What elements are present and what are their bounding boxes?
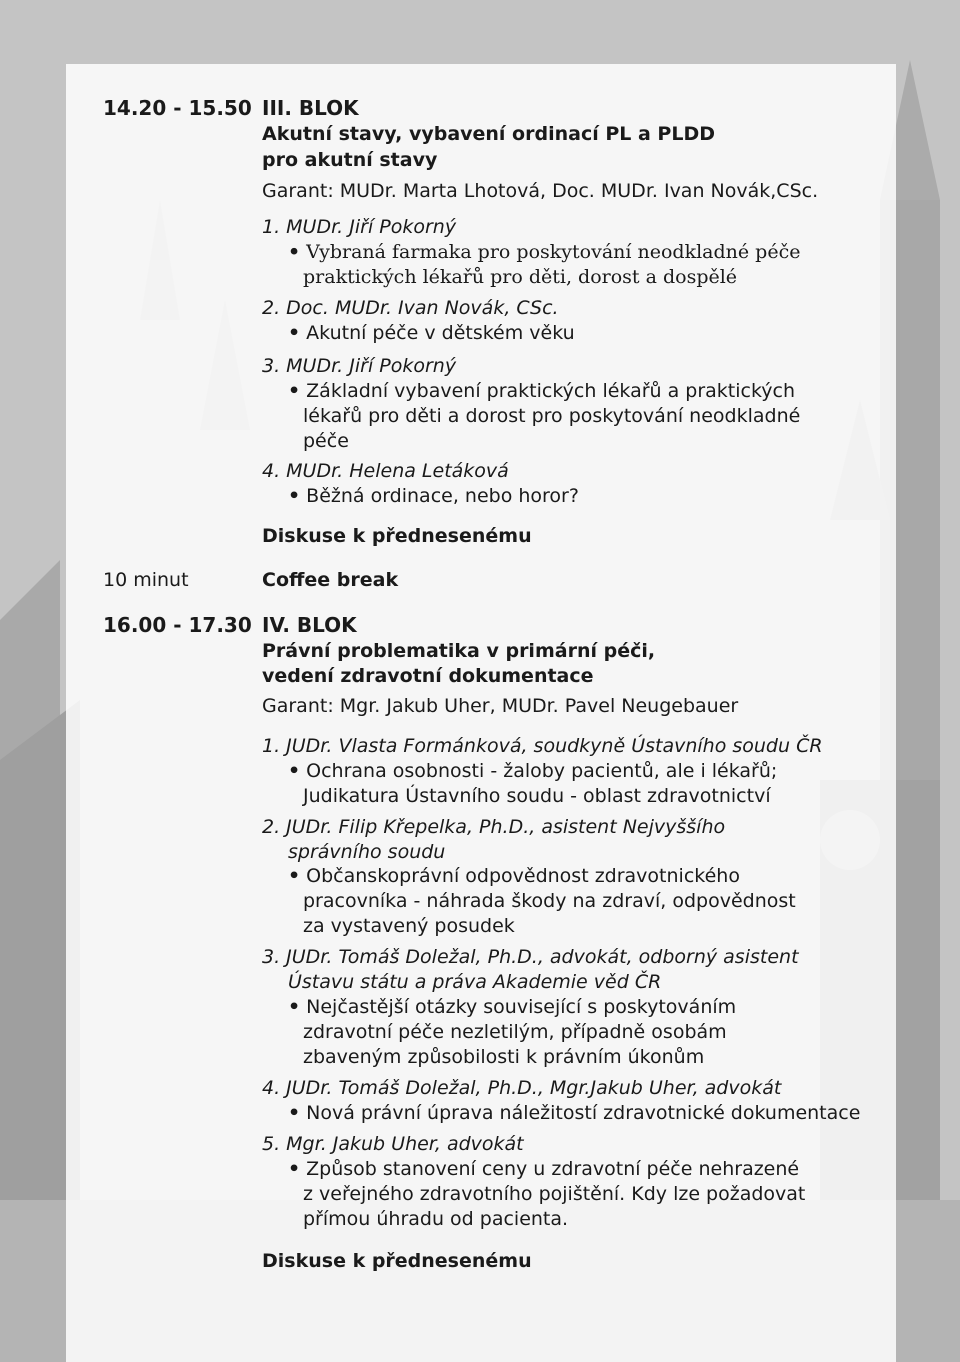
block4-talk4-speaker: 4. JUDr. Tomáš Doležal, Ph.D., Mgr.Jakub Uher, advokát	[262, 1077, 782, 1099]
block4-talk5-topic-3: přímou úhradu od pacienta.	[303, 1208, 569, 1230]
block4-subtitle-1: Právní problematika v primární péči,	[262, 640, 656, 662]
break-label: Coffee break	[262, 569, 399, 591]
block4-talk2-topic-2: pracovníka - náhrada škody na zdraví, odpovědnost	[303, 890, 796, 912]
block3-talk2-speaker: 2. Doc. MUDr. Ivan Novák, CSc.	[262, 297, 559, 319]
block4-talk1-topic-2: Judikatura Ústavního soudu - oblast zdravotnictví	[303, 785, 771, 807]
break-duration: 10 minut	[103, 569, 189, 591]
block4-subtitle-2: vedení zdravotní dokumentace	[262, 665, 594, 687]
block3-time: 14.20 - 15.50	[103, 96, 252, 120]
block3-discussion: Diskuse k přednesenému	[262, 525, 532, 547]
block3-title: III. BLOK	[262, 96, 359, 120]
block4-talk5-topic-2: z veřejného zdravotního pojištění. Kdy lze požadovat	[303, 1183, 806, 1205]
block4-discussion: Diskuse k přednesenému	[262, 1250, 532, 1272]
block4-talk2-topic-1: • Občanskoprávní odpovědnost zdravotnického	[288, 864, 740, 888]
block4-talk5-speaker: 5. Mgr. Jakub Uher, advokát	[262, 1133, 524, 1155]
block4-talk3-topic-1: • Nejčastější otázky související s poskytováním	[288, 995, 736, 1019]
block3-talk3-topic-3: péče	[303, 430, 349, 452]
block3-talk1-topic-2: praktických lékařů pro děti, dorost a dospělé	[303, 266, 738, 288]
block3-talk3-speaker: 3. MUDr. Jiří Pokorný	[262, 355, 457, 377]
block3-subtitle-2: pro akutní stavy	[262, 149, 438, 171]
block3-talk3-topic-1: • Základní vybavení praktických lékařů a praktických	[288, 379, 795, 403]
block4-talk3-topic-2: zdravotní péče nezletilým, případně osobám	[303, 1021, 727, 1043]
block3-talk1-speaker: 1. MUDr. Jiří Pokorný	[262, 216, 457, 238]
block4-talk3-speaker-1: 3. JUDr. Tomáš Doležal, Ph.D., advokát, odborný asistent	[262, 946, 799, 968]
block4-talk1-speaker: 1. JUDr. Vlasta Formánková, soudkyně Ústavního soudu ČR	[262, 735, 823, 757]
block3-garant: Garant: MUDr. Marta Lhotová, Doc. MUDr. Ivan Novák,CSc.	[262, 180, 819, 202]
block4-title: IV. BLOK	[262, 613, 357, 637]
block3-talk3-topic-2: lékařů pro děti a dorost pro poskytování neodkladné	[303, 405, 801, 427]
block3-talk4-topic-1: • Běžná ordinace, nebo horor?	[288, 484, 579, 508]
block4-time: 16.00 - 17.30	[103, 613, 252, 637]
block4-talk1-topic-1: • Ochrana osobnosti - žaloby pacientů, ale i lékařů;	[288, 759, 777, 783]
block3-talk4-speaker: 4. MUDr. Helena Letáková	[262, 460, 509, 482]
block3-talk1-topic-1: • Vybraná farmaka pro poskytování neodkladné péče	[288, 240, 800, 264]
block3-talk2-topic-1: • Akutní péče v dětském věku	[288, 321, 575, 345]
block3-subtitle-1: Akutní stavy, vybavení ordinací PL a PLDD	[262, 123, 715, 145]
block4-talk3-topic-3: zbaveným způsobilosti k právním úkonům	[303, 1046, 705, 1068]
block4-garant: Garant: Mgr. Jakub Uher, MUDr. Pavel Neugebauer	[262, 695, 739, 717]
block4-talk2-topic-3: za vystavený posudek	[303, 915, 515, 937]
block4-talk2-speaker-1: 2. JUDr. Filip Křepelka, Ph.D., asistent Nejvyššího	[262, 816, 726, 838]
block4-talk3-speaker-2: Ústavu státu a práva Akademie věd ČR	[288, 971, 662, 993]
block4-talk2-speaker-2: správního soudu	[288, 841, 446, 863]
block4-talk5-topic-1: • Způsob stanovení ceny u zdravotní péče nehrazené	[288, 1157, 799, 1181]
block4-talk4-topic-1: • Nová právní úprava náležitostí zdravotnické dokumentace	[288, 1101, 860, 1125]
